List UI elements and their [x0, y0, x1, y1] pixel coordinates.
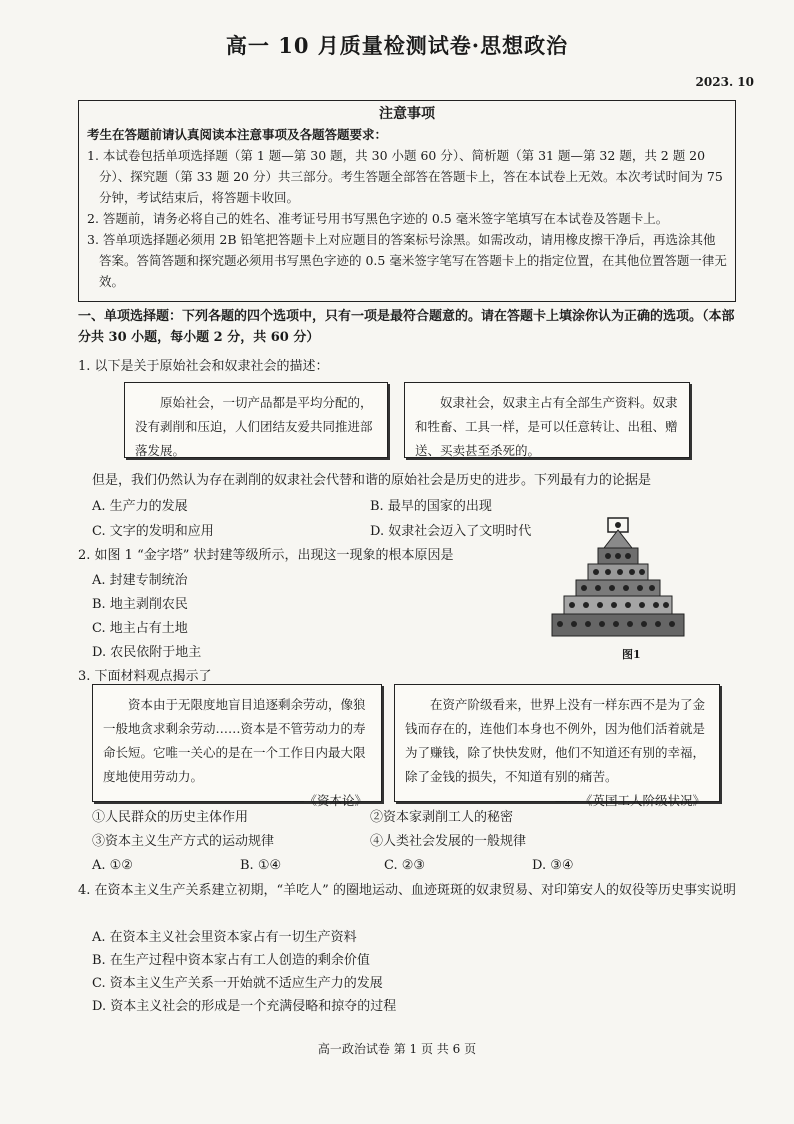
q3-option-b[interactable]: B. ①④: [240, 858, 282, 873]
q3-citation-right: ——《英国工人阶级状况》: [554, 793, 705, 808]
q1-material-right: [404, 382, 690, 458]
notice-box: [78, 100, 736, 302]
q2-option-c[interactable]: C. 地主占有土地: [92, 621, 188, 636]
q1-option-a[interactable]: A. 生产力的发展: [92, 499, 188, 514]
q1-follow: 但是，我们仍然认为存在剥削的奴隶社会代替和谐的原始社会是历史的进步。下列最有力的论据是: [92, 473, 652, 488]
q4-option-b[interactable]: B. 在生产过程中资本家占有工人创造的剩余价值: [92, 953, 370, 968]
q1-option-d[interactable]: D. 奴隶社会迈入了文明时代: [370, 524, 532, 539]
q4-option-c[interactable]: C. 资本主义生产关系一开始就不适应生产力的发展: [92, 976, 383, 991]
q3-statement-1: ①人民群众的历史主体作用: [92, 810, 249, 825]
q1-option-b[interactable]: B. 最早的国家的出现: [370, 499, 492, 514]
notice-item: 2. 答题前，请务必将自己的姓名、准考证号用书写黑色字迹的 0.5 毫米签字笔填写在本试卷及答题卡上。: [87, 211, 669, 226]
q3-material-right-text: 在资产阶级看来，世界上没有一样东西不是为了金钱而存在的，连他们本身也不例外，因为他们活着就是为了赚钱，除了快快发财，他们不知道还有别的幸福，除了金钱的损失，不知道有别的痛苦。: [405, 697, 706, 784]
q1-material-left: [124, 382, 388, 458]
notice-title: 注意事项: [379, 106, 435, 122]
notice-item: 1. 本试卷包括单项选择题（第 1 题—第 30 题，共 30 小题 60 分）、简析题（第 31 题—第 32 题，共 2 题 20 分）、探究题（第 33 题 20 分）共三部分。考生答题全部答在答题卡上，答在本试卷上无效。本次考试时间为 75 分钟，考试结束后，将答题卡收回。: [87, 148, 723, 205]
q3-material-left: [92, 684, 382, 808]
q3-stem: 3. 下面材料观点揭示了: [78, 669, 212, 684]
q4-option-a[interactable]: A. 在资本主义社会里资本家占有一切生产资料: [92, 930, 357, 945]
q3-option-a[interactable]: A. ①②: [92, 858, 133, 873]
section-heading: 一、单项选择题：下列各题的四个选项中，只有一项是最符合题意的。请在答题卡上填涂你认为正确的选项。（本部分共 30 小题，每小题 2 分，共 60 分）: [78, 309, 735, 345]
q3-statement-3: ③资本主义生产方式的运动规律: [92, 834, 275, 849]
q3-citation-left: ——《资本论》: [279, 793, 367, 808]
q3-option-d[interactable]: D. ③④: [532, 858, 574, 873]
notice-item: 3. 答单项选择题必须用 2B 铅笔把答题卡上对应题目的答案标号涂黑。如需改动，请用橡皮擦干净后，再选涂其他答案。答简答题和探究题必须用书写黑色字迹的 0.5 毫米签字笔写在答题卡上的指定位置，在其他位置答题一律无效。: [87, 232, 727, 289]
notice-lead: 考生在答题前请认真阅读本注意事项及各题答题要求：: [87, 127, 388, 142]
page-footer: 高一政治试卷 第 1 页 共 6 页: [317, 1042, 477, 1056]
q4-stem: 4. 在资本主义生产关系建立初期，“羊吃人” 的圈地运动、血迹斑斑的奴隶贸易、对印第安人的奴役等历史事实说明: [78, 883, 736, 898]
q4-option-d[interactable]: D. 资本主义社会的形成是一个充满侵略和掠夺的过程: [92, 999, 397, 1014]
q1-material-left-text: 原始社会，一切产品都是平均分配的，没有剥削和压迫，人们团结友爱共同推进部落发展。: [135, 395, 373, 458]
q2-stem: 2. 如图 1 “金字塔” 状封建等级所示，出现这一现象的根本原因是: [78, 548, 454, 563]
q3-material-right: [394, 684, 720, 808]
q1-option-c[interactable]: C. 文字的发明和应用: [92, 524, 214, 539]
feudal-pyramid-illustration: [548, 516, 688, 640]
figure-1-caption: 图1: [622, 648, 641, 661]
q2-option-b[interactable]: B. 地主剥削农民: [92, 597, 188, 612]
q2-option-d[interactable]: D. 农民依附于地主: [92, 645, 202, 660]
q3-material-left-text: 资本由于无限度地盲目追逐剩余劳动，像狼一般地贪求剩余劳动……资本是不管劳动力的寿命长短。它唯一关心的是在一个工作日内最大限度地使用劳动力。: [103, 697, 366, 784]
q1-stem: 1. 以下是关于原始社会和奴隶社会的描述：: [78, 359, 329, 374]
q3-statement-2: ②资本家剥削工人的秘密: [370, 810, 514, 825]
q2-option-a[interactable]: A. 封建专制统治: [92, 573, 188, 588]
page-title: 高一 10 月质量检测试卷·思想政治: [225, 33, 569, 58]
q3-option-c[interactable]: C. ②③: [384, 858, 426, 873]
q1-material-right-text: 奴隶社会，奴隶主占有全部生产资料。奴隶和牲畜、工具一样，是可以任意转让、出租、赠送、买卖甚至杀死的。: [415, 395, 678, 458]
exam-date: 2023. 10: [695, 75, 754, 89]
q3-statement-4: ④人类社会发展的一般规律: [370, 834, 527, 849]
